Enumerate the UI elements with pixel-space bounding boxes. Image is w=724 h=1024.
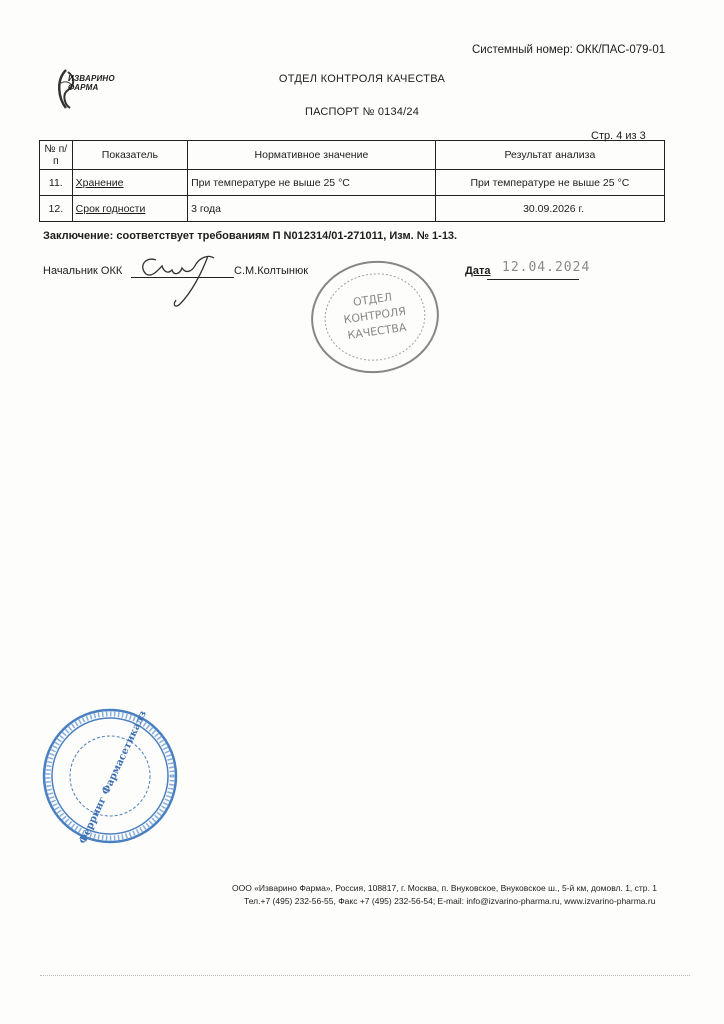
conclusion: Заключение: соответствует требованиям П N012314/01-271011, Изм. № 1-13.: [43, 230, 458, 242]
logo-line2: ФАРМА: [68, 83, 99, 92]
bottom-dotted-rule: [40, 975, 690, 976]
stamp-line-3: КАЧЕСТВА: [346, 320, 408, 342]
company-stamp-text: Ферринг Фармасетикалз: [77, 709, 149, 846]
row-norm: При температуре не выше 25 °C: [188, 170, 436, 196]
indicator-text: Хранение: [75, 176, 124, 189]
footer-address: ООО «Изварино Фарма», Россия, 108817, г. Москва, п. Внуковское, Внуковское ш., 5-й км, домовл. 1, стр. 1: [232, 883, 657, 893]
date-label: Дата: [465, 265, 491, 277]
row-result: 30.09.2026 г.: [435, 196, 664, 222]
system-number: Системный номер: ОКК/ПАС-079-01: [472, 44, 666, 56]
row-norm: 3 года: [188, 196, 436, 222]
date-line: [487, 279, 579, 280]
logo-line1: ИЗВАРИНО: [68, 74, 115, 83]
footer-contacts: Тел.+7 (495) 232-56-55, Факс +7 (495) 232-56-54; E-mail: info@izvarino-pharma.ru, www.izvarino-pharma.ru: [244, 896, 656, 906]
col-result-header: Результат анализа: [435, 141, 664, 170]
company-stamp: [40, 706, 180, 846]
table-header-row: [40, 141, 665, 170]
signatory-label: Начальник ОКК: [43, 265, 123, 277]
signature-scribble: [128, 244, 238, 310]
row-indicator: [72, 196, 187, 222]
table-row: [40, 196, 665, 222]
passport-title: ПАСПОРТ № 0134/24: [304, 106, 420, 118]
date-stamp-value: 12.04.2024: [502, 260, 591, 275]
table-row: [40, 170, 665, 196]
signatory-name: С.М.Колтынюк: [234, 265, 309, 277]
row-num: 11.: [40, 170, 73, 196]
col-num-header: № п/п: [40, 141, 73, 170]
row-indicator: [72, 170, 187, 196]
row-result: При температуре не выше 25 °C: [435, 170, 664, 196]
stamp-line-1: ОТДЕЛ: [352, 290, 393, 309]
results-table: [39, 140, 665, 222]
department-stamp: [308, 258, 442, 376]
stamp-line-2: КОНТРОЛЯ: [342, 304, 407, 327]
row-num: 12.: [40, 196, 73, 222]
page-number: Стр. 4 из 3: [591, 130, 646, 142]
department-title: ОТДЕЛ КОНТРОЛЯ КАЧЕСТВА: [278, 73, 446, 85]
col-indicator-header: Показатель: [72, 141, 187, 170]
col-norm-header: Нормативное значение: [188, 141, 436, 170]
indicator-text: Срок годности: [75, 202, 146, 215]
